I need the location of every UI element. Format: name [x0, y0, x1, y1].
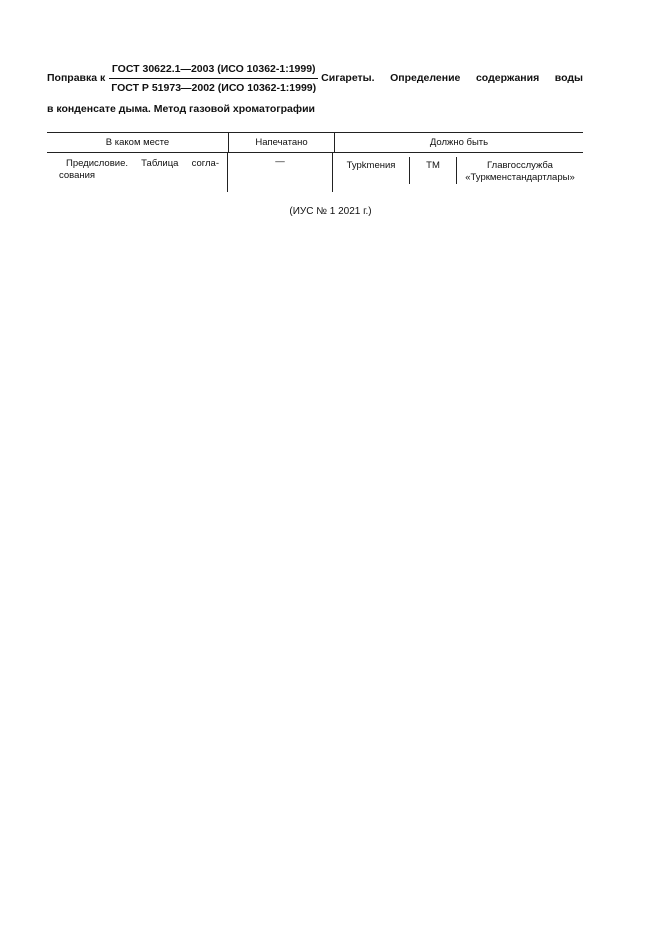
cell-where: Предисловие. Таблица согла-сования	[47, 153, 228, 192]
cell-printed: —	[228, 153, 333, 192]
cell-should-be	[333, 153, 583, 192]
standard-title-part2: в конденсате дыма. Метод газовой хроматографии	[47, 103, 315, 115]
cell-country-code: ТМ	[410, 157, 457, 184]
table-header-row	[47, 132, 583, 153]
cell-country: Турkmения	[333, 157, 410, 184]
standard-top: ГОСТ 30622.1—2003 (ИСО 10362-1:1999)	[111, 62, 316, 75]
standard-designations	[109, 63, 318, 94]
table-row	[47, 153, 583, 192]
header-where: В каком месте	[47, 133, 229, 152]
publication-source: (ИУС № 1 2021 г.)	[289, 206, 372, 217]
cell-organization: Главгосслужба «Туркменстандартлары»	[465, 160, 575, 183]
standard-title-part1: Сигареты. Определение содержания воды	[321, 72, 583, 84]
correction-heading	[47, 60, 583, 115]
header-printed: Напечатано	[229, 133, 335, 152]
heading-row	[47, 60, 583, 96]
heading-prefix: Поправка к	[47, 72, 106, 84]
header-should-be: Должно быть	[429, 137, 489, 148]
correction-table	[47, 132, 583, 192]
standard-bottom: ГОСТ Р 51973—2002 (ИСО 10362-1:1999)	[109, 78, 318, 94]
